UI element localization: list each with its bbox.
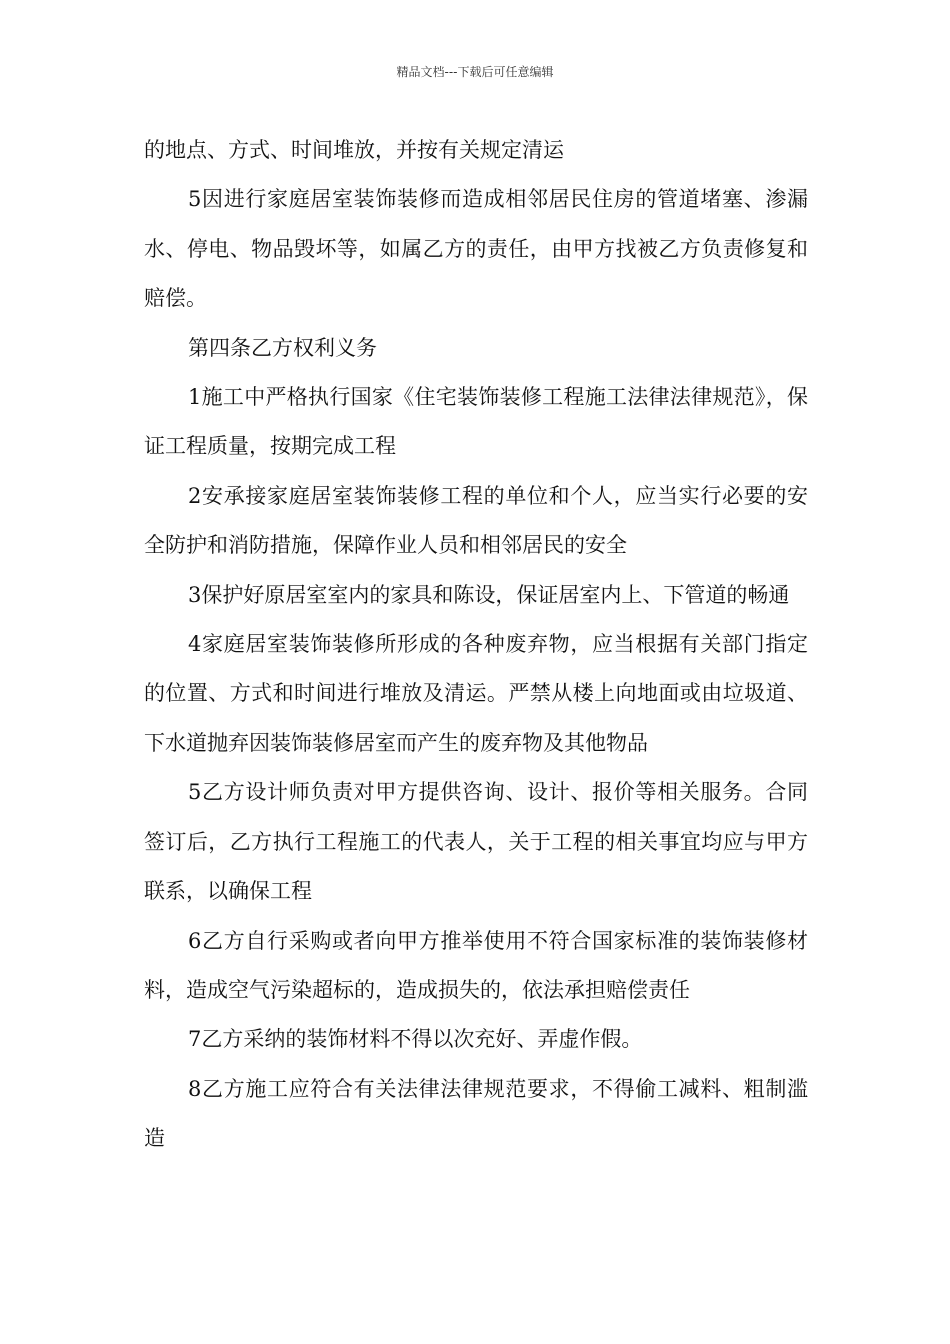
paragraph: 的地点、方式、时间堆放，并按有关规定清运 — [144, 138, 564, 162]
paragraph: 1施工中严格执行国家《住宅装饰装修工程施工法律法律规范》，保证工程质量，按期完成工程 — [144, 385, 808, 459]
paragraph: 6乙方自行采购或者向甲方推举使用不符合国家标准的装饰装修材料，造成空气污染超标的，造成损失的，依法承担赔偿责任 — [144, 928, 808, 1002]
paragraph: 3保护好原居室室内的家具和陈设，保证居室内上、下管道的畅通 — [188, 582, 790, 607]
page-header: 精品文档---下载后可任意编辑 — [396, 65, 554, 79]
paragraph: 5乙方设计师负责对甲方提供咨询、设计、报价等相关服务。合同签订后，乙方执行工程施工的代表人，关于工程的相关事宜均应与甲方联系，以确保工程 — [144, 780, 808, 904]
section-heading: 第四条乙方权利义务 — [188, 335, 377, 360]
document-body — [144, 126, 808, 1164]
paragraph: 8乙方施工应符合有关法律法律规范要求，不得偷工减料、粗制滥造 — [144, 1076, 808, 1151]
paragraph: 5因进行家庭居室装饰装修而造成相邻居民住房的管道堵塞、渗漏水、停电、物品毁坏等，如属乙方的责任，由甲方找被乙方负责修复和赔偿。 — [144, 187, 808, 311]
paragraph: 2安承接家庭居室装饰装修工程的单位和个人，应当实行必要的安全防护和消防措施，保障作业人员和相邻居民的安全 — [144, 483, 808, 558]
paragraph: 4家庭居室装饰装修所形成的各种废弃物，应当根据有关部门指定的位置、方式和时间进行堆放及清运。严禁从楼上向地面或由垃圾道、下水道抛弃因装饰装修居室而产生的废弃物及其他物品 — [144, 632, 808, 755]
paragraph: 7乙方采纳的装饰材料不得以次充好、弄虚作假。 — [188, 1027, 643, 1052]
